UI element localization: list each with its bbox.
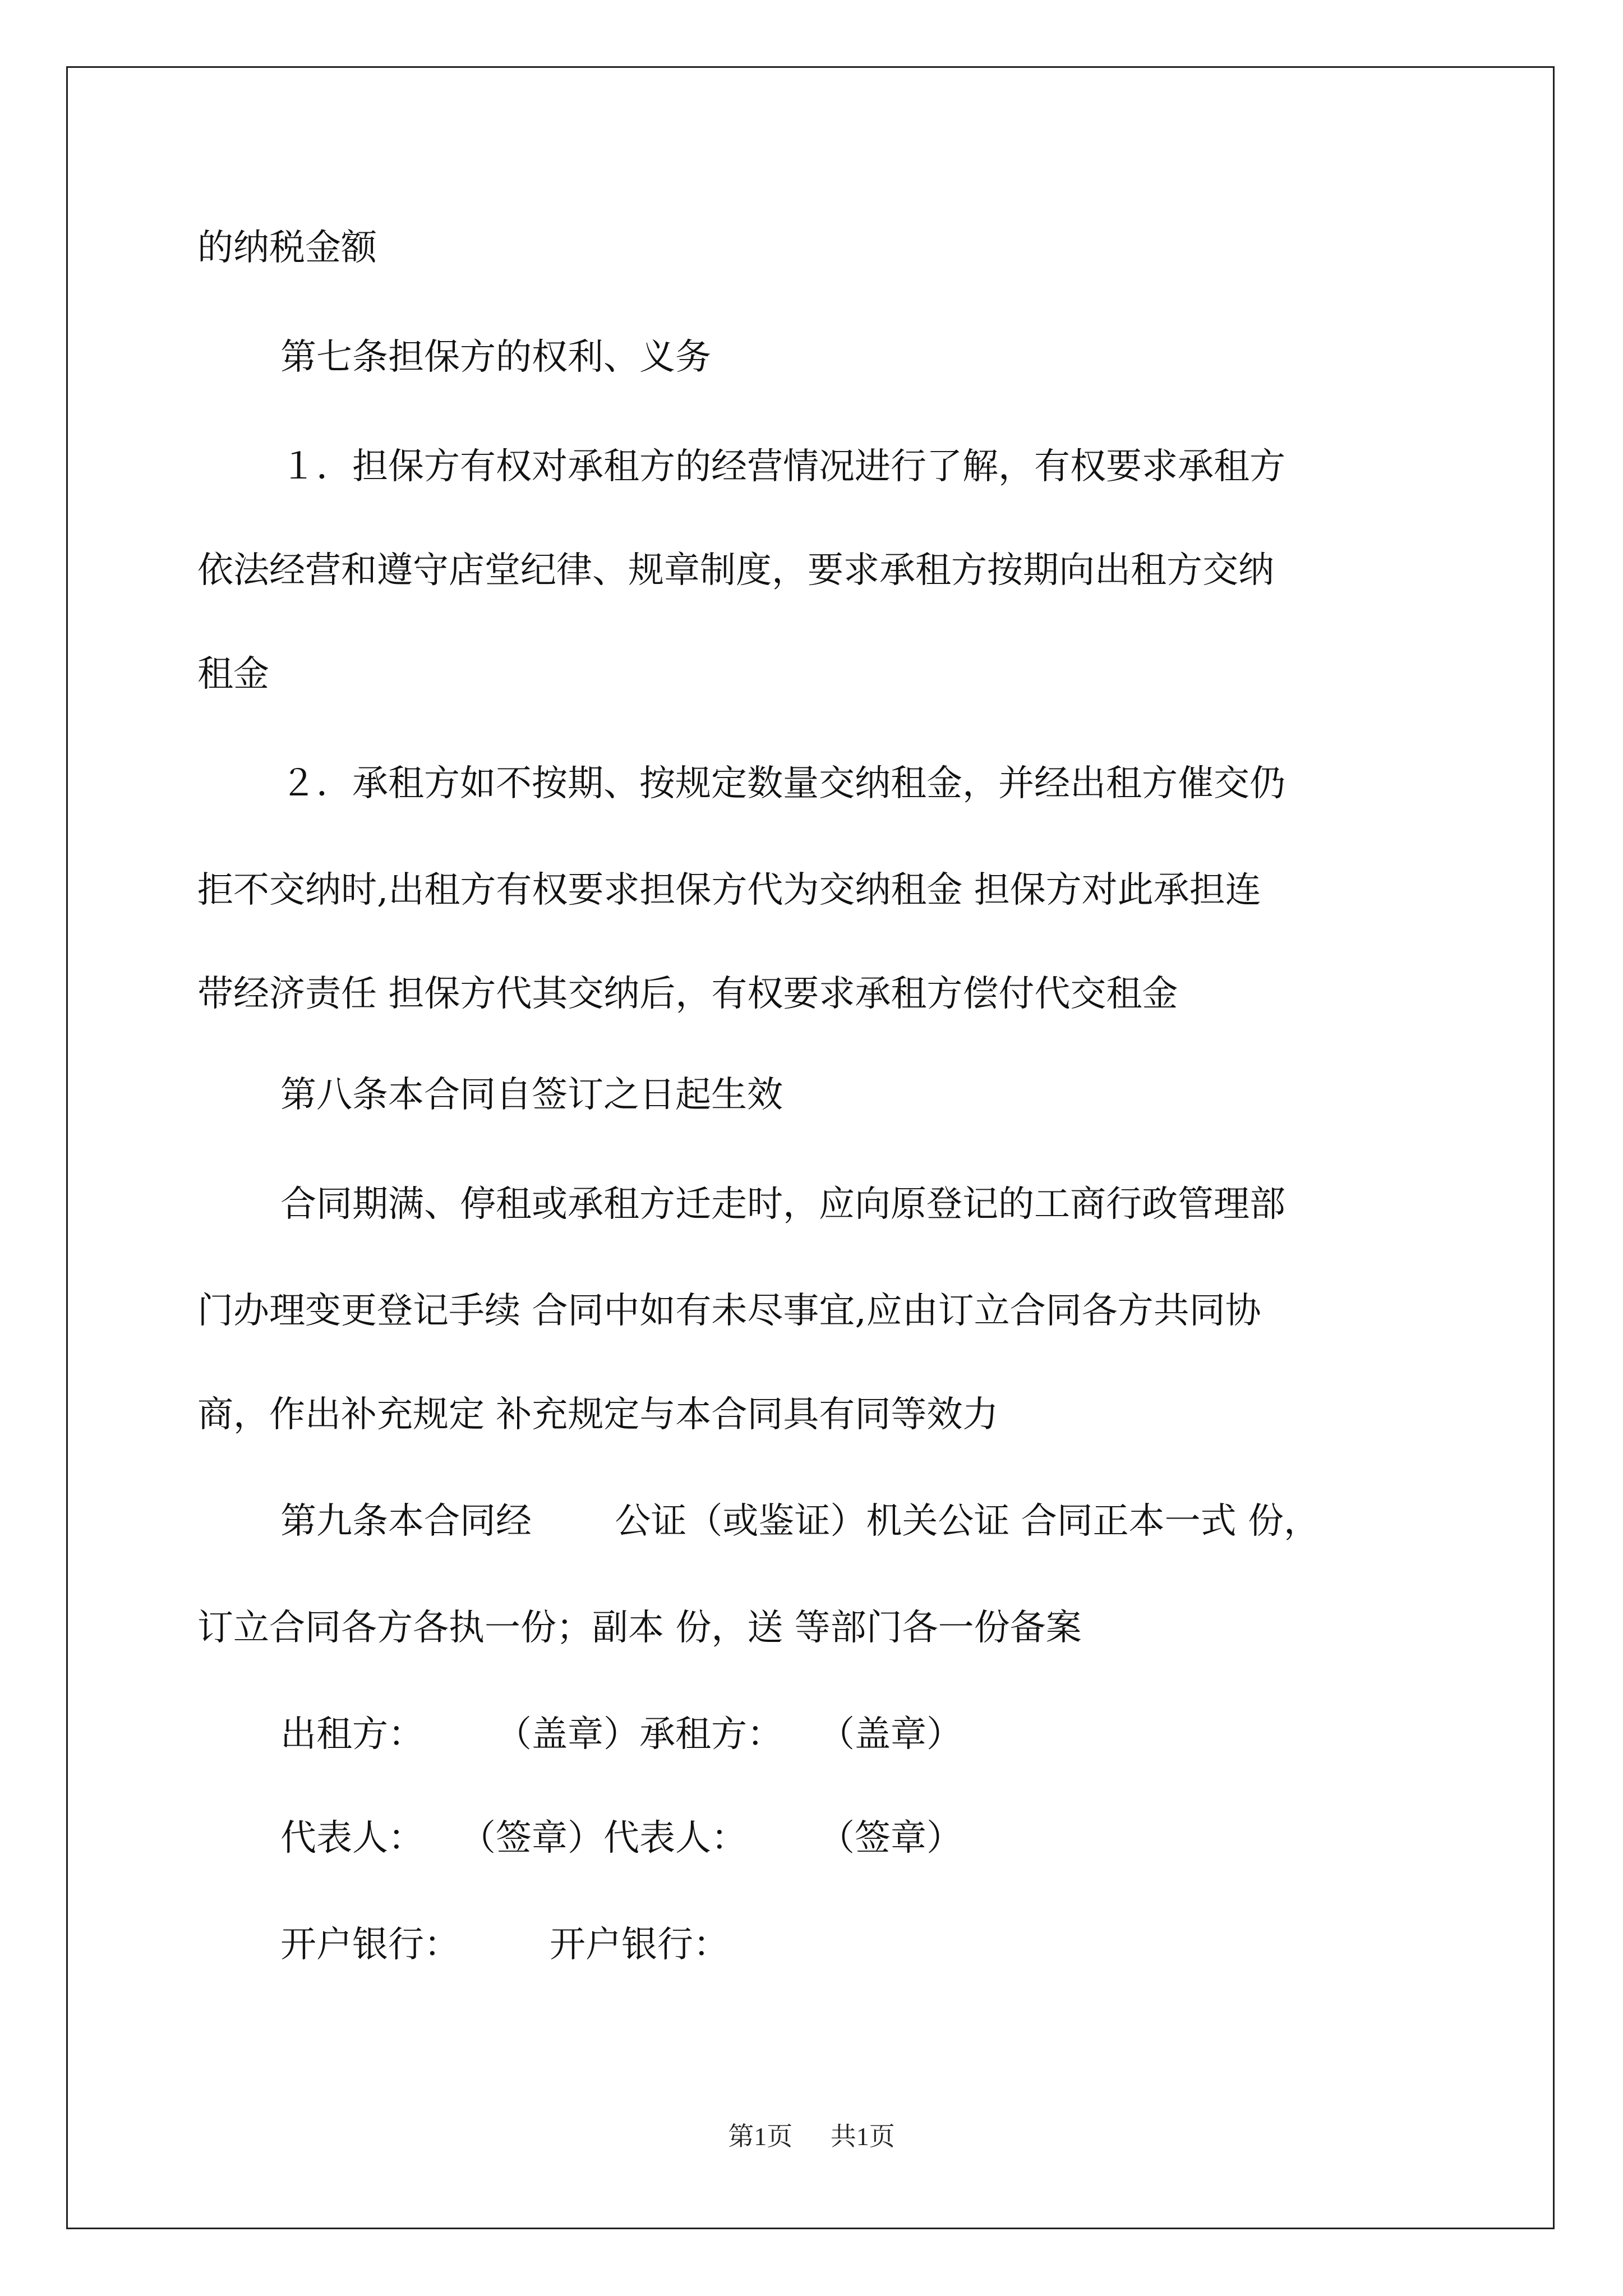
- text-line: 合同期满、停租或承租方迁走时，应向原登记的工商行政管理部: [280, 1184, 1285, 1225]
- section-heading-article-8: 第八条本合同自签订之日起生效: [280, 1074, 783, 1116]
- signature-line-seal: 出租方： （盖章）承租方： （盖章）: [280, 1714, 962, 1755]
- text-line: 租金: [197, 654, 269, 695]
- section-heading-article-7: 第七条担保方的权利、义务: [280, 337, 711, 378]
- section-heading-article-9: 第九条本合同经 公证（或鉴证）机关公证 合同正本一式 份，: [280, 1501, 1320, 1542]
- text-line: １．担保方有权对承租方的经营情况进行了解，有权要求承租方: [280, 446, 1285, 487]
- signature-line-representative: 代表人： （签章）代表人： （签章）: [280, 1818, 962, 1859]
- text-line: 商，作出补充规定 补充规定与本合同具有同等效力: [197, 1394, 999, 1435]
- page-total: 共1页: [830, 2122, 895, 2151]
- text-line: 拒不交纳时,出租方有权要求担保方代为交纳租金 担保方对此承担连: [197, 869, 1261, 911]
- page-border: [66, 66, 1555, 2229]
- page-footer: [0, 2116, 1623, 2153]
- text-line: ２．承租方如不按期、按规定数量交纳租金，并经出租方催交仍: [280, 763, 1285, 804]
- signature-line-bank: 开户银行： 开户银行：: [280, 1924, 729, 1966]
- text-line: 依法经营和遵守店堂纪律、规章制度，要求承租方按期向出租方交纳: [197, 550, 1274, 591]
- text-line: 门办理变更登记手续 合同中如有未尽事宜,应由订立合同各方共同协: [197, 1290, 1261, 1332]
- page-number: 第1页: [728, 2122, 793, 2151]
- text-line: 的纳税金额: [197, 227, 377, 269]
- text-line: 订立合同各方各执一份；副本 份，送 等部门各一份备案: [197, 1607, 1082, 1649]
- text-line: 带经济责任 担保方代其交纳后，有权要求承租方偿付代交租金: [197, 973, 1178, 1015]
